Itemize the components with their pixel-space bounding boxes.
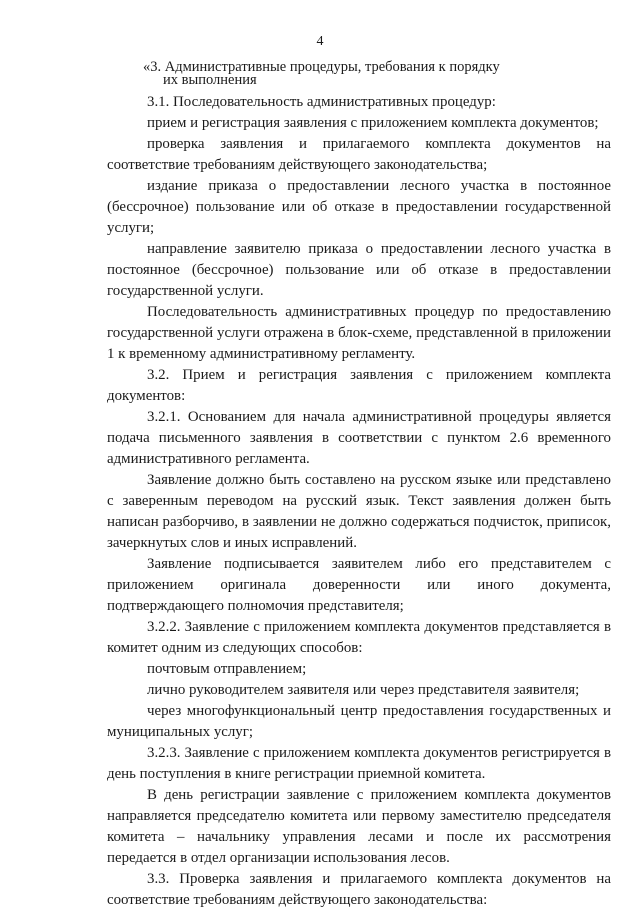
section-heading-line-1: «3. Административные процедуры, требования к порядку [143,59,500,75]
paragraph-routing: В день регистрации заявление с приложением комплекта документов направляется председателю комитета или первому заместителю председателя комитета – начальнику управления лесами и после их рассмотрения передается в отдел организации использования лесов. [107,787,611,866]
paragraph-step-send: направление заявителю приказа о предоставлении лесного участка в постоянное (бессрочное) пользование или об отказе в предоставлении государственной услуги. [107,241,611,299]
paragraph-method-personal: лично руководителем заявителя или через представителя заявителя; [147,682,580,698]
paragraph-3-2-1: 3.2.1. Основанием для начала административной процедуры является подача письменного заявления в соответствии с пунктом 2.6 временного административного регламента. [107,409,611,467]
paragraph-3-3: 3.3. Проверка заявления и прилагаемого комплекта документов на соответствие требованиям действующего законодательства: [107,871,611,908]
page-number: 4 [316,34,324,49]
paragraph-3-2-3: 3.2.3. Заявление с приложением комплекта документов регистрируется в день поступления в книге регистрации приемной комитета. [107,745,611,782]
paragraph-step-check: проверка заявления и прилагаемого комплекта документов на соответствие требованиям действующего законодательства; [107,136,611,173]
document-body [107,92,611,911]
paragraph-signature: Заявление подписывается заявителем либо его представителем с приложением оригинала доверенности или иного документа, подтверждающего полномочия представителя; [107,556,611,614]
paragraph-method-mfc: через многофункциональный центр предоставления государственных и муниципальных услуг; [107,703,611,740]
section-heading [143,61,563,87]
paragraph-step-intake: прием и регистрация заявления с приложением комплекта документов; [147,115,599,131]
paragraph-3-1: 3.1. Последовательность административных процедур: [147,94,496,110]
paragraph-3-2: 3.2. Прием и регистрация заявления с приложением комплекта документов: [107,367,611,404]
paragraph-sequence: Последовательность административных процедур по предоставлению государственной услуги отражена в блок-схеме, представленной в приложении 1 к временному административному регламенту. [107,304,611,362]
paragraph-language: Заявление должно быть составлено на русском языке или представлено с заверенным переводом на русский язык. Текст заявления должен быть написан разборчиво, в заявлении не должно содержаться подчисток, приписок, зачеркнутых слов и иных исправлений. [107,472,611,551]
paragraph-step-order: издание приказа о предоставлении лесного участка в постоянное (бессрочное) пользование или об отказе в предоставлении государственной услуги; [107,178,611,236]
paragraph-method-mail: почтовым отправлением; [147,661,307,677]
section-heading-line-2: их выполнения [163,72,257,88]
paragraph-3-2-2: 3.2.2. Заявление с приложением комплекта документов представляется в комитет одним из следующих способов: [107,619,611,656]
